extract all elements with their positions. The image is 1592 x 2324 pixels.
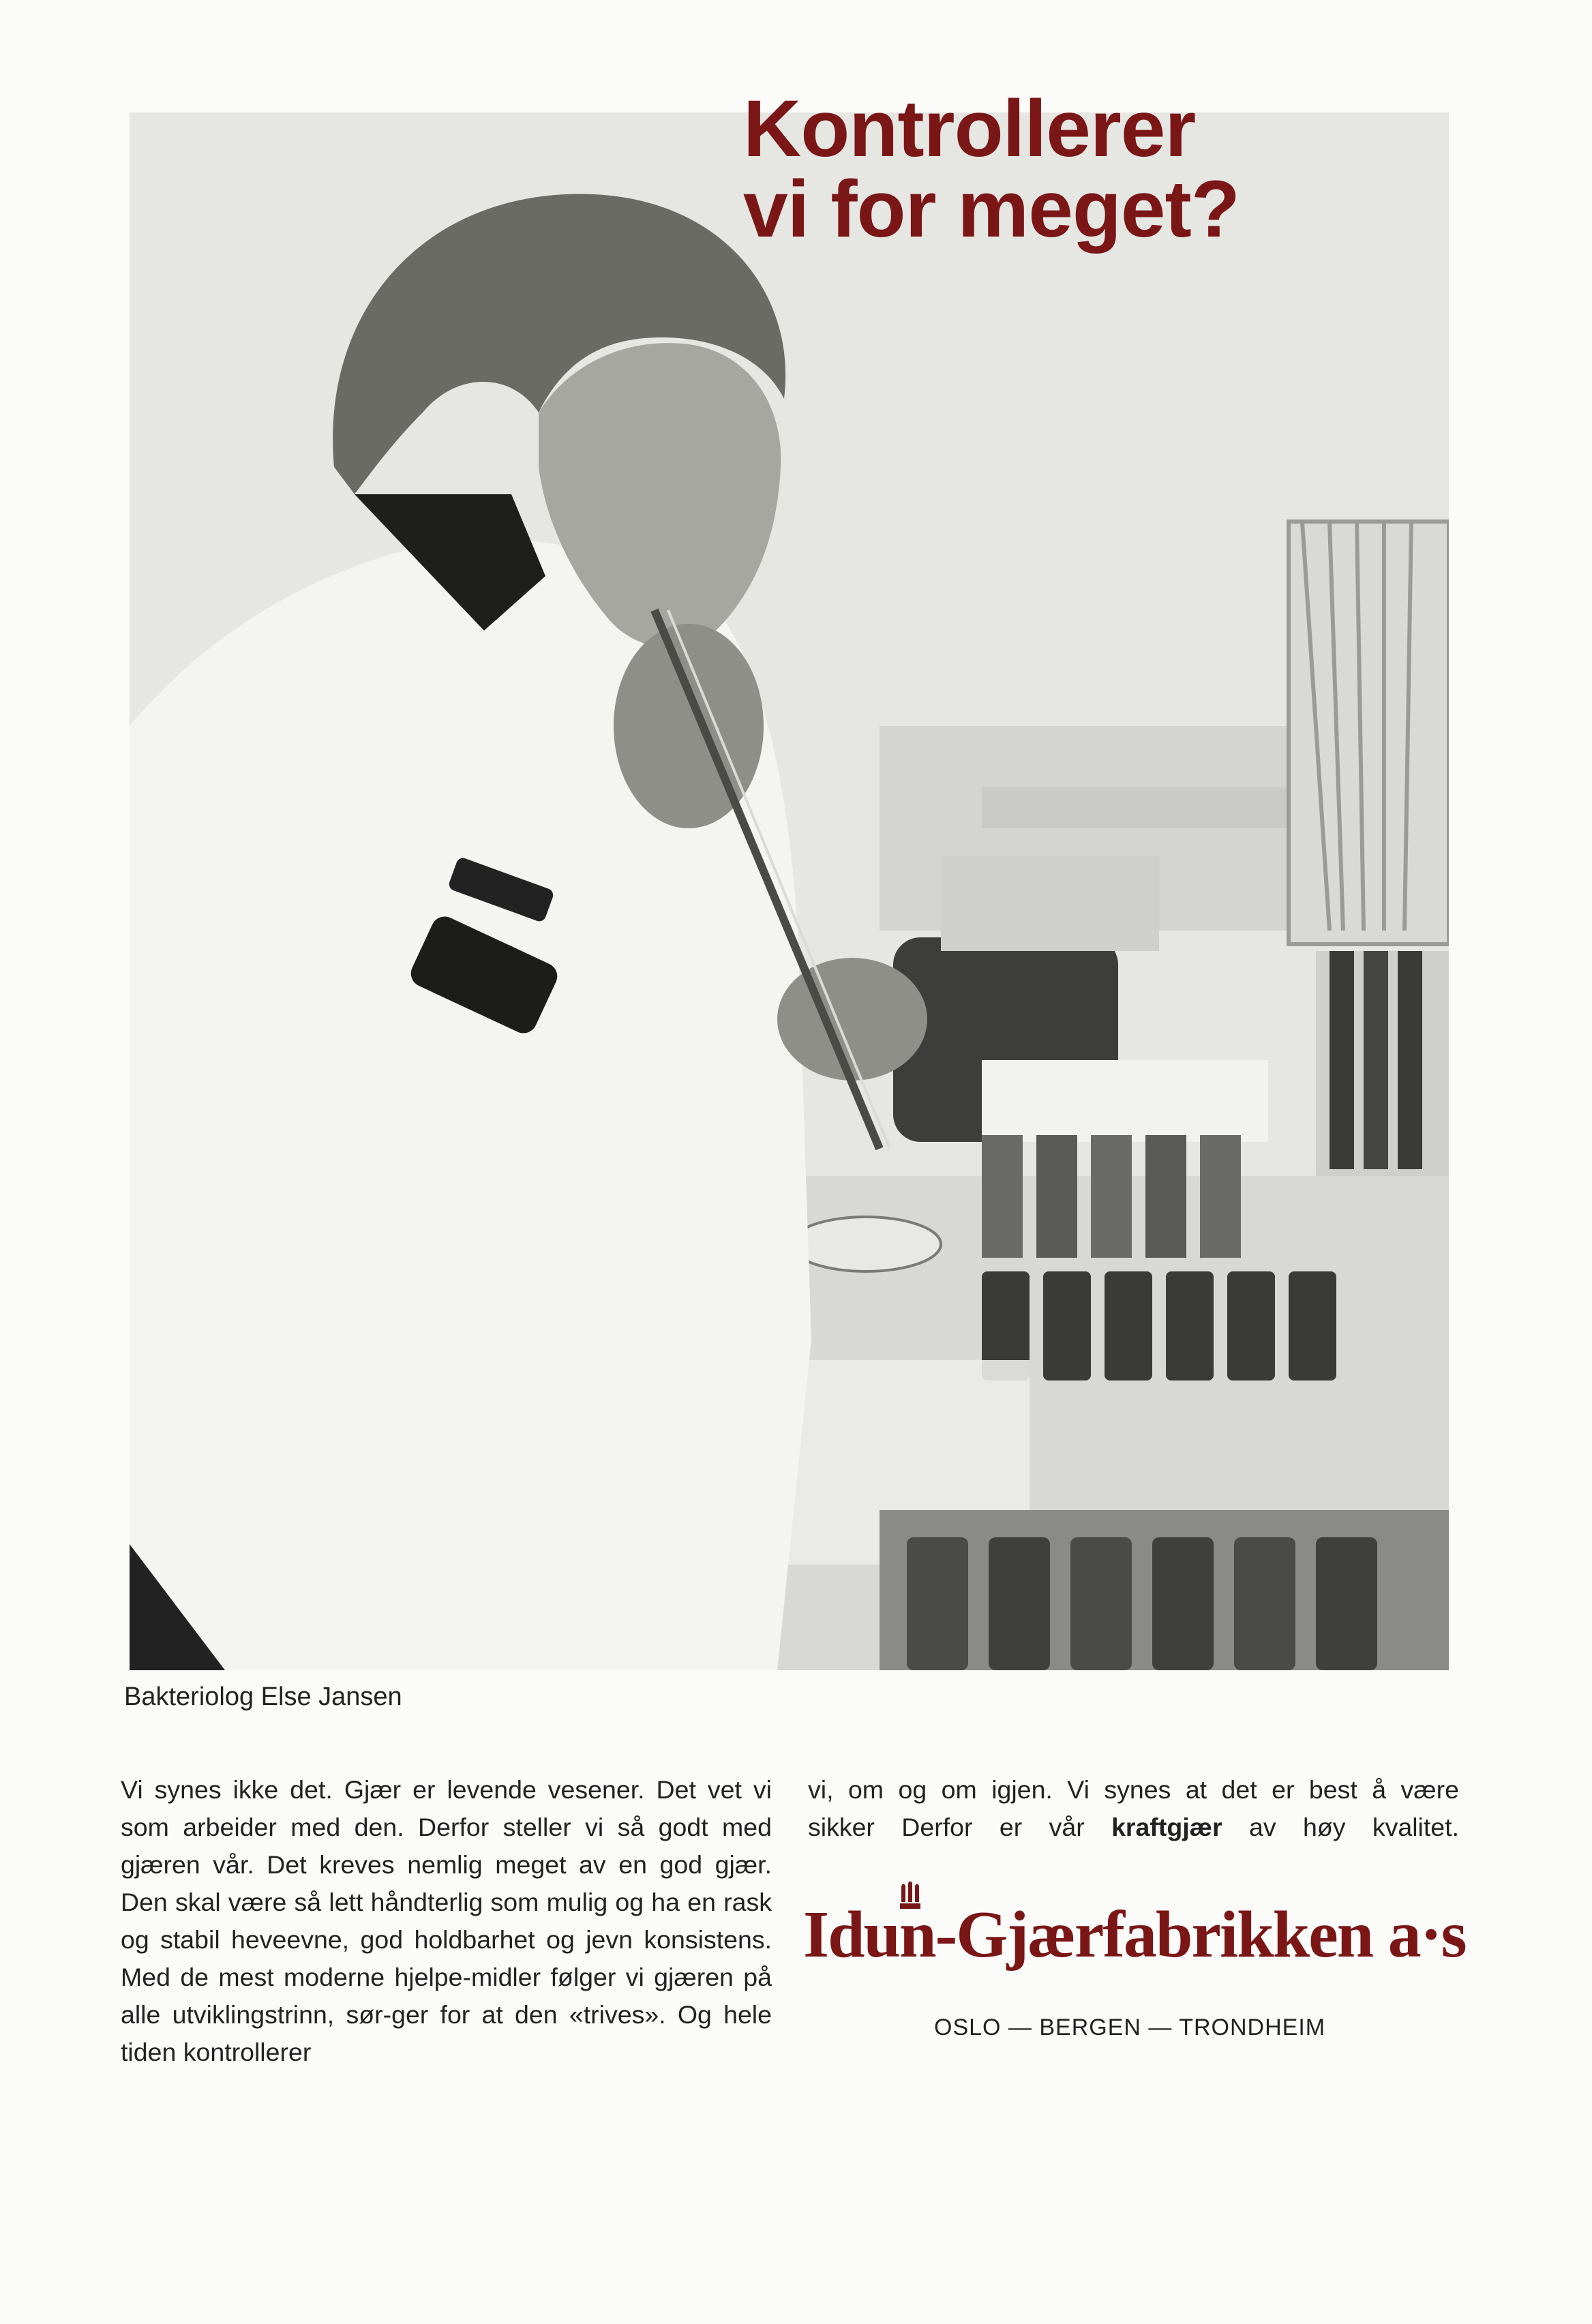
body-text-right (808, 1771, 1459, 1846)
petri-dish (791, 1217, 941, 1271)
company-cities: OSLO — BERGEN — TRONDHEIM (934, 2014, 1326, 2040)
lab-photo-illustration (130, 112, 1449, 1670)
body-right-line-2 (808, 1809, 1459, 1846)
photo-caption: Bakteriolog Else Jansen (124, 1682, 402, 1711)
body-right-line-1: vi, om og om igjen. Vi synes at det er best å være (808, 1775, 1459, 1804)
test-tube-rack-right (1316, 951, 1449, 1210)
lab-photo (130, 112, 1449, 1670)
kraftgjaer-bold: kraftgjær (1111, 1813, 1222, 1841)
body-right-line-2-end: av høy kvalitet. (1222, 1813, 1459, 1841)
body-text-left: Vi synes ikke det. Gjær er levende vesener. Det vet vi som arbeider med den. Derfor steller vi så godt med gjæren vår. Det kreves nemlig meget av en god gjær. Den skal være så lett håndterlig som mulig og ha en rask og stabil heveevne, god holdbarhet og jevn konsistens. Med de mest moderne hjelpe-midler følger vi gjæren på alle utviklingstrinn, sør-ger for at den «trives». Og hele tiden kontrollerer (121, 1775, 772, 2066)
headline-line-1: Kontrollerer (743, 84, 1196, 174)
body-right-line-2-start: sikker Derfor er vår (808, 1813, 1112, 1841)
pipette-jar (1289, 522, 1449, 944)
headline-line-2: vi for meget? (743, 164, 1240, 254)
headline (743, 84, 1240, 254)
company-logo-text: Idun-Gjærfabrikken a·s (803, 1898, 1466, 1972)
